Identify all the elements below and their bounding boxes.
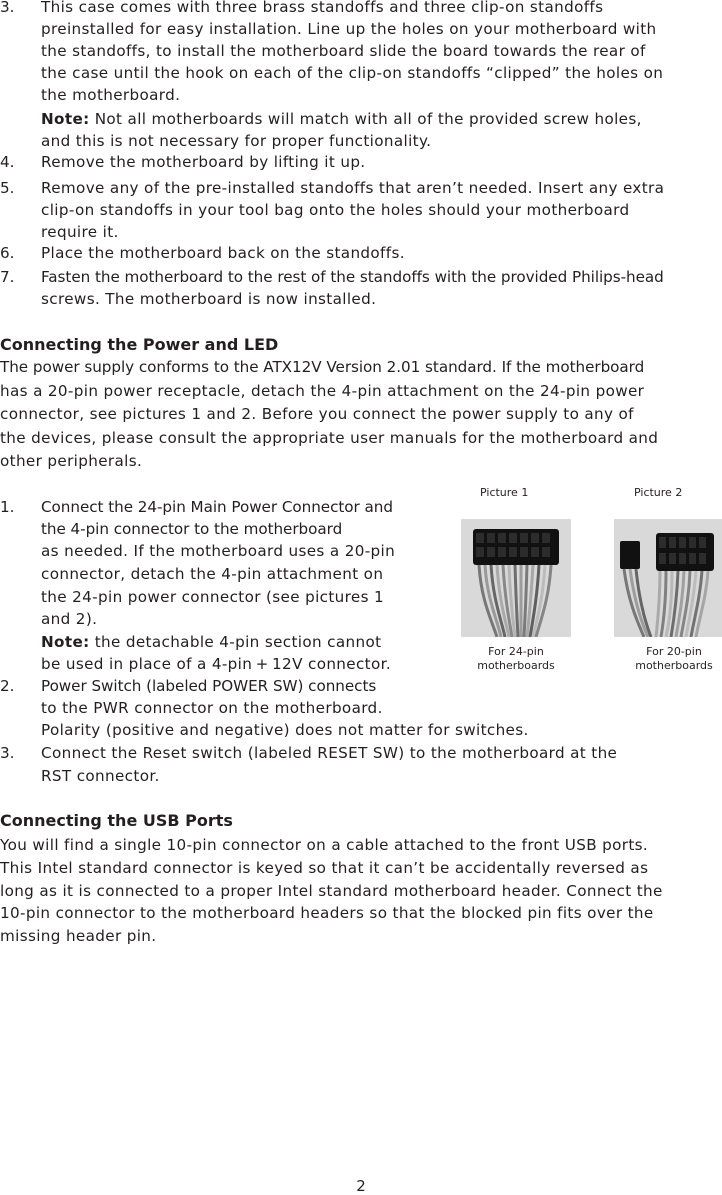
step-text-line: the standoffs, to install the motherboard slide the board towards the rear of (41, 42, 646, 60)
step-text-line: This case comes with three brass standoffs and three clip-on standoffs (41, 0, 604, 16)
step-text-line: the case until the hook on each of the clip-on standoffs “clipped” the holes on (41, 64, 664, 82)
note-label: Note: (41, 110, 90, 128)
step-text-line: Power Switch (labeled POWER SW) connects (41, 677, 377, 695)
step-text-line: screws. The motherboard is now installed. (41, 290, 377, 308)
step-text-line: Place the motherboard back on the standoffs. (41, 244, 405, 262)
step-text-line: Remove the motherboard by lifting it up. (41, 153, 366, 171)
note-line (41, 631, 381, 653)
picture-2-caption-line: motherboards (635, 659, 713, 672)
step-text-line: Remove any of the pre-installed standoffs that aren’t needed. Insert any extra (41, 179, 665, 197)
step-number: 3. (0, 0, 15, 16)
section-heading: Connecting the Power and LED (0, 335, 279, 354)
paragraph-line: The power supply conforms to the ATX12V Version 2.01 standard. If the motherboard (0, 358, 645, 376)
picture-1-title: Picture 1 (480, 486, 529, 499)
note-line: be used in place of a 4-pin + 12V connector. (41, 655, 391, 673)
step-text-line: Fasten the motherboard to the rest of the standoffs with the provided Philips-head (41, 268, 664, 286)
picture-1-caption-line: For 24-pin (488, 645, 544, 658)
step-number: 5. (0, 179, 15, 197)
paragraph-line: 10-pin connector to the motherboard headers so that the blocked pin fits over the (0, 904, 654, 922)
step-number: 2. (0, 677, 15, 695)
note-text: Not all motherboards will match with all of the provided screw holes, (89, 110, 642, 128)
note-line: and this is not necessary for proper functionality. (41, 132, 432, 150)
step-text-line: require it. (41, 223, 119, 241)
step-text-line: clip-on standoffs in your tool bag onto the holes should your motherboard (41, 201, 630, 219)
picture-1-caption-line: motherboards (477, 659, 555, 672)
note-label: Note: (41, 633, 90, 651)
step-number: 7. (0, 268, 15, 286)
paragraph-line: You will find a single 10-pin connector on a cable attached to the front USB ports. (0, 836, 649, 854)
step-text-line: Polarity (positive and negative) does not matter for switches. (41, 721, 529, 739)
step-number: 6. (0, 244, 15, 262)
step-text-line: to the PWR connector on the motherboard. (41, 699, 383, 717)
paragraph-line: This Intel standard connector is keyed so that it can’t be accidentally reversed as (0, 859, 649, 877)
step-text-line: and 2). (41, 610, 98, 628)
note-line (41, 108, 642, 130)
step-text-line: RST connector. (41, 767, 160, 785)
step-text-line: the 4-pin connector to the motherboard (41, 520, 343, 538)
step-text-line: as needed. If the motherboard uses a 20-pin (41, 542, 396, 560)
paragraph-line: other peripherals. (0, 452, 143, 470)
paragraph-line: has a 20-pin power receptacle, detach the 4-pin attachment on the 24-pin power (0, 382, 645, 400)
connector-24pin-illustration (461, 519, 571, 637)
connector-20pin-illustration (614, 519, 722, 637)
note-text: the detachable 4-pin section cannot (89, 633, 382, 651)
step-number: 1. (0, 498, 15, 516)
step-number: 3. (0, 744, 15, 762)
picture-2-title: Picture 2 (634, 486, 683, 499)
paragraph-line: missing header pin. (0, 927, 157, 945)
step-text-line: Connect the Reset switch (labeled RESET SW) to the motherboard at the (41, 744, 618, 762)
picture-2-20pin-connector (614, 519, 722, 637)
step-text-line: connector, detach the 4-pin attachment on (41, 565, 384, 583)
step-text-line: the 24-pin power connector (see pictures 1 (41, 588, 385, 606)
step-number: 4. (0, 153, 15, 171)
step-text-line: Connect the 24-pin Main Power Connector and (41, 498, 393, 516)
page-number: 2 (356, 1177, 366, 1195)
paragraph-line: the devices, please consult the appropriate user manuals for the motherboard and (0, 429, 659, 447)
picture-2-caption-line: For 20-pin (646, 645, 702, 658)
paragraph-line: long as it is connected to a proper Intel standard motherboard header. Connect the (0, 882, 663, 900)
paragraph-line: connector, see pictures 1 and 2. Before you connect the power supply to any of (0, 405, 634, 423)
step-text-line: preinstalled for easy installation. Line up the holes on your motherboard with (41, 20, 657, 38)
section-heading: Connecting the USB Ports (0, 811, 233, 830)
picture-1-24pin-connector (461, 519, 571, 637)
step-text-line: the motherboard. (41, 86, 181, 104)
